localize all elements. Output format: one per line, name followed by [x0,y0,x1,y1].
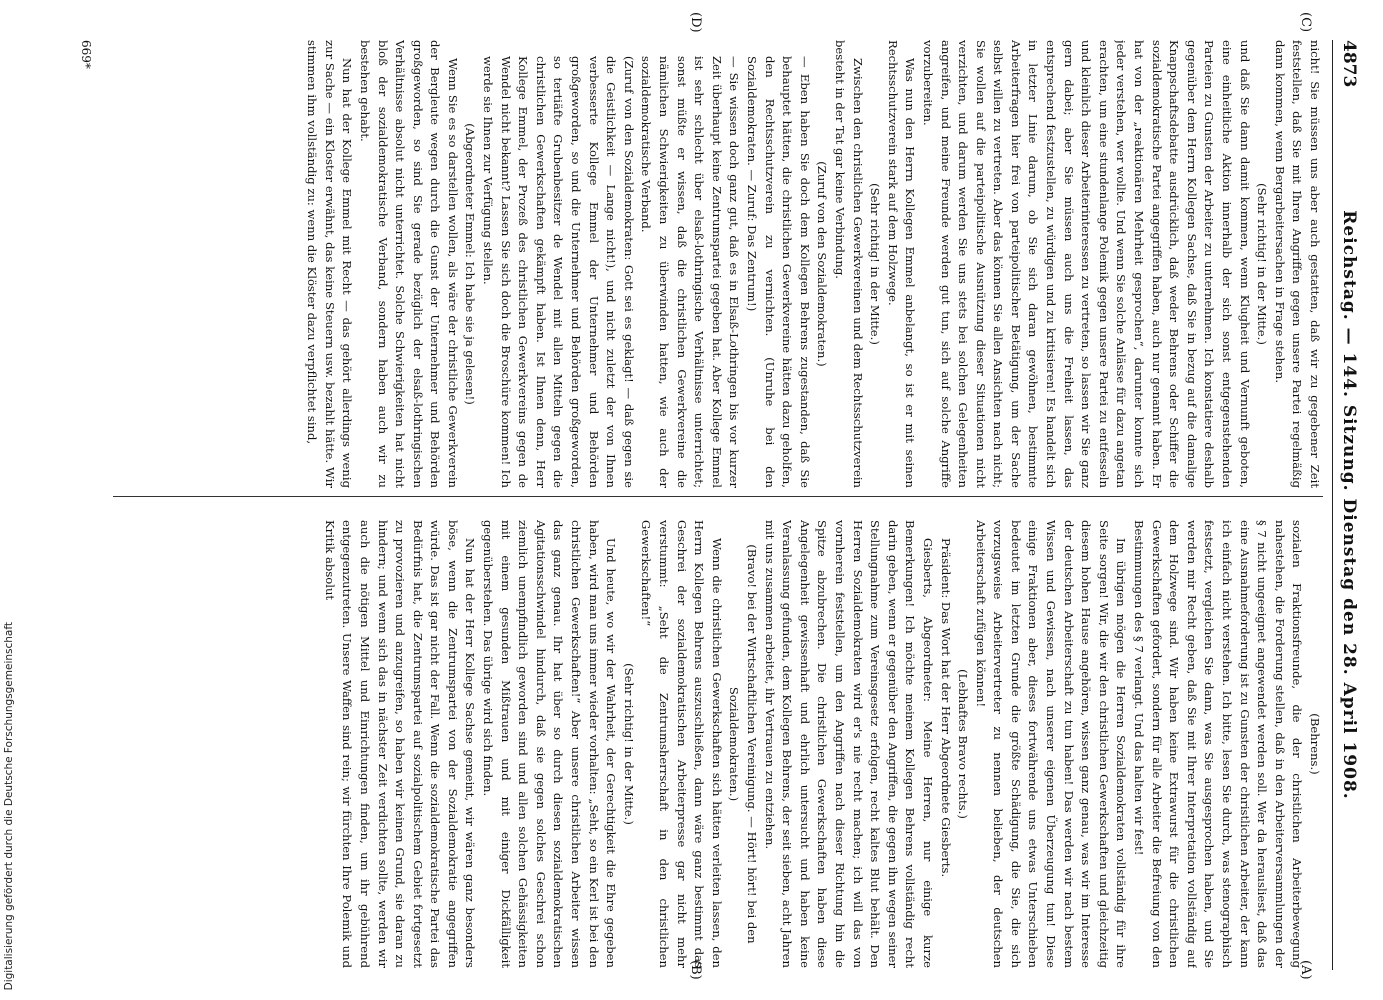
header-rule [1332,40,1333,970]
interjection: (Abgeordneter Emmel: Ich habe sie ja gelesen!) [463,123,478,405]
right-text-column [93,520,1323,968]
paragraph: Zwischen den christlichen Gewerkvereinen und dem Rechtsschutzverein besteht in der Tat gar keine Verbindung. [832,40,865,488]
paragraph: Nun hat der Kollege Emmel mit Recht — das gehört allerdings wenig zur Sache — ein Kloster erwähnt, das keine Steuern usw. bezahlt hätte. Wir stimmen ihm vollständig zu: wenn die Klöster dazu verpflichtet sind, [305,40,355,488]
page-header [1333,40,1363,970]
column-divider [113,496,1323,497]
paragraph: Giesberts, Abgeordneter: Meine Herren, nur einige kurze Bemerkungen! Ich möchte meinem Kollegen Behrens vollständig recht darin geben, wenn er gegenüber den Angriffen, die gegen ihn wegen seiner Stellungnahme zum Vereinsgesetz erfolgen, recht kaltes Blut behält. Den Herren Sozialdemokraten wird er's nie recht machen; ich will das von vornherein feststellen, um den Angriffen nach dieser Richtung hin die Spitze abzubrechen. Die christlichen Gewerkschaften haben diese Angelegenheit gewissenhaft und ehrlich untersucht und haben keine Veranlassung gefunden, dem Kollegen Behrens, der seit sieben, acht Jahren mit uns zusammen arbeitet, ihr Vertrauen zu entziehen. [762,520,935,968]
paragraph: — Eben haben Sie doch dem Kollegen Behrens zugestanden, daß Sie behauptet hätten, die christlichen Gewerkvereine hätten dazu geholfen, den Rechtsschutzverein zu vernichten. (Unruhe bei den Sozialdemokraten. — Zuruf: Das Zentrum!) [745,56,812,488]
footer-sheet-number: 669* [79,40,93,69]
header-page-number: 4873 [1339,40,1359,88]
interjection: (Lebhaftes Bravo rechts.) [956,669,971,819]
paragraph: — Sie wissen doch ganz gut, daß es in Elsaß-Lothringen bis vor kurzer Zeit überhaupt keine Zentrumspartei gegeben hat. Aber Kollege Emmel ist sehr schlecht über elsaß-lothringische Verhältnisse unterrichtet; sonst müßte er wissen, daß die christlichen Gewerkvereine die nämlichen Schwierigkeiten zu überwinden hatten, wie auch der sozialdemokratische Verband. [639,56,742,488]
paragraph: Wenn Sie es so darstellen wollen, als wäre der christliche Gewerkverein der Bergleute wegen durch die Gunst der Unternehmer und Behörden großgeworden, so sind Sie gerade bezüglich der elsaß-lothringischen Verhältnisse absolut nicht unterrichtet. Solche Schwierigkeiten hat nicht bloß der sozialdemokratische Verband, sondern haben auch wir zu bestehen gehabt. [357,40,460,488]
interjection: (Zuruf von den Sozialdemokraten.) [815,161,830,367]
paragraph: Im übrigen mögen die Herren Sozialdemokraten vollständig für ihre Seite sorgen! Wir, die wir den christlichen Gewerkschaften und gleichzeitig diesem hohen Hause angehören, wissen ganz genau, was wir im Interesse der deutschen Arbeiterschaft zu tun haben! Das werden wir nach bestem Wissen und Gewissen, nach unserer eigenen Überzeugung tun! Diese einige Fraktionen aber, dieses fortwährende uns etwas Unterschieben bedeutet im letzten Grunde die größte Schädigung, die Sie, die sich vorzugsweise Arbeitervertreter zu nennen belieben, der deutschen Arbeiterschaft zufügen können! [973,520,1129,968]
paragraph: Und heute, wo wir der Wahrheit, der Gerechtigkeit die Ehre gegeben haben, wird man uns immer wieder vorhalten: „Seht, so ein Kerl ist bei den christlichen Gewerkschaften!“ Aber unsere christlichen Arbeiter wissen das ganz genau. Ihr hat über so durch diesen sozialdemokratischen Agitationsschwindel hindurch, daß sie gegen solches Geschrei schon ziemlich unempfindlich geworden sind und allen solchen Gehässigkeiten mit einem gesunden Mißtrauen und mit einiger Dickfälligkeit gegenüberstehen. Das übrige wird sich finden. [481,520,619,968]
paragraph: Was nun den Herrn Kollegen Emmel anbelangt, so ist er mit seinen Rechtsschutzverein stark auf dem Holzwege. [885,40,918,488]
paragraph: Wenn die christlichen Gewerkschaften sich hätten verleiten lassen, den Herrn Kollegen Behrens auszuschließen, dann wäre ganz bestimmt das Geschrei der sozialdemokratischen Arbeiterpresse gar nicht mehr verstummt: „Seht die Zentrumsherrschaft in den christlichen Gewerkschaften!“ [639,520,724,968]
left-text-column [93,40,1323,488]
digitization-credit: Digitalisierung gefördert durch die Deutsche Forschungsgemeinschaft [3,621,15,990]
paragraph: (Zuruf von den Sozialdemokraten: Gott sei es geklagt! — daß gegen sie die Geistlichkeit — Lange nicht!), und nicht zuletzt der von Ihnen verbesserte Kollege Emmel der Unternehmer und Behörden großgeworden, so und die Unternehmer und Behörden großgeworden, so tertiäfte Grubenbesitzer de Wendel mit allen Mitteln gegen die christlichen Gewerkschaften gekämpft haben. Ist Ihnen denn, Herr Kollege Emmel, der Prozeß des christlichen Gewerkvereins gegen de Wendel nicht bekannt? Lassen Sie sich doch die Broschüre kommen! Ich werde sie Ihnen zur Verfügung stellen. [481,56,636,488]
margin-marker-d: (D) [688,12,703,33]
interjection: (Sehr richtig! in der Mitte.) [621,663,636,825]
margin-marker-b: (B) [688,960,703,980]
paragraph: nicht! Sie müssen uns aber auch gestatten, daß wir zu gegebener Zeit feststellen, daß Sie mit Ihren Angriffen gegen unsere Partei regelmäßig dann kommen, wenn Bergarbeitersachen in Frage stehen. [1272,40,1322,488]
interjection: (Bravo! bei der Wirtschaftlichen Vereinigung. — Hört! hört! bei den Sozialdemokraten.) [727,544,759,944]
header-title: Reichstag. — 144. Sitzung. Dienstag den 28. April 1908. [1339,210,1359,800]
interjection: (Sehr richtig! in der Mitte.) [1255,183,1270,345]
paragraph: sozialen Fraktionsfreunde, die der christlichen Arbeiterbewegung nahestehen, die Forderung stellen, daß in den Arbeiterversammlungen der § 7 nicht ungeeignet angewendet werden soll. Wer da herausliest, daß das eine Ausnahmeforderung ist zu Gunsten der christlichen Arbeiter, der kann ich einfach nicht verstehen. Ich bitte, lesen Sie durch, was stenographisch festsetzt, vergleichen Sie dann, was Sie ausgesprochen haben, und Sie werden mir Recht geben, daß Sie mit Ihrer Interpretation vollständig auf dem Holzwege sind. Wir haben keine Extrawurst für die christlichen Gewerkschaften gefordert, sondern für alle Arbeiter die Befreiung von den Bestimmungen des § 7 verlangt. Und das halten wir fest! [1132,520,1305,968]
digitization-credit-strip [0,0,22,1000]
paragraph: Nun hat der Herr Kollege Sachse gemeint, wir wären ganz besonders böse, wenn die Zentrumspartei von der Sozialdemokratie angegriffen würde. Das ist gar nicht der Fall. Wenn die sozialdemokratische Partei das Bedürfnis hat, die Zentrumspartei auf sozialpolitischem Gebiet fortgesetzt zu provozieren und anzugreifen, so haben wir keinen Grund, sie daran zu hindern; und wenn sich das in nächster Zeit verdichten sollte, werden wir auch die nötigen Mittel und Einrichtungen finden, um ihr gebührend entgegenzutreten. Unsere Waffen sind rein; wir fürchten Ihre Polemik und Kritik absolut [322,520,478,968]
interjection: (Sehr richtig! in der Mitte.) [868,183,883,345]
paragraph: und daß Sie dann damit kommen, wenn Klugheit und Vernunft geboten, eine einheitliche Aktion innerhalb der sich sonst entgegenstehenden Parteien zu Gunsten der Arbeiter zu unternehmen. Ich konstatiere deshalb gegenüber dem Herrn Kollegen Sachse, daß Sie in bezug auf die damalige Knappschaftsdebatte ausdrücklich, daß weder Behrens oder Schiffer die sozialdemokratische Partei angegriffen haben, auch nur genannt haben. Er hat von der „reaktionären Mehrheit gesprochen“, darunter konnte sich jeder verstehen, wer wollte. Und wenn Sie solche Anlässe für dazu angetan erachten, um eine stundenlange Polemik gegen unsere Partei zu entfesseln und kleinlich dieser Arbeiterinteressen zu vertreten, so lassen wir Sie ganz gern dabei; aber Sie müssen auch uns die Freiheit lassen, das entsprechend festzustellen, zu würdigen und zu kritisieren! Es handelt sich in letzter Linie darum, ob Sie sich daran gewöhnen, bestimmte Arbeiterfragen hier frei von parteipolitischer Betätigung, um der Sache selbst willen zu vertreten. Aber das können Sie allen Ansichten nach nicht; Sie wollen auf die parteipolitische Ausnützung dieser Situationen nicht verzichten, und darum werden Sie uns stets bei solchen Gelegenheiten angreifen, und meine Freunde werden gut tun, sich auf solche Angriffe vorzubereiten. [920,40,1252,488]
speaker-running-head: (Behrens.) [1308,713,1322,775]
margin-marker-c: (C) [1298,12,1313,33]
margin-marker-a: (A) [1298,960,1313,980]
paragraph: Präsident: Das Wort hat der Herr Abgeordnete Giesberts. [938,538,953,878]
